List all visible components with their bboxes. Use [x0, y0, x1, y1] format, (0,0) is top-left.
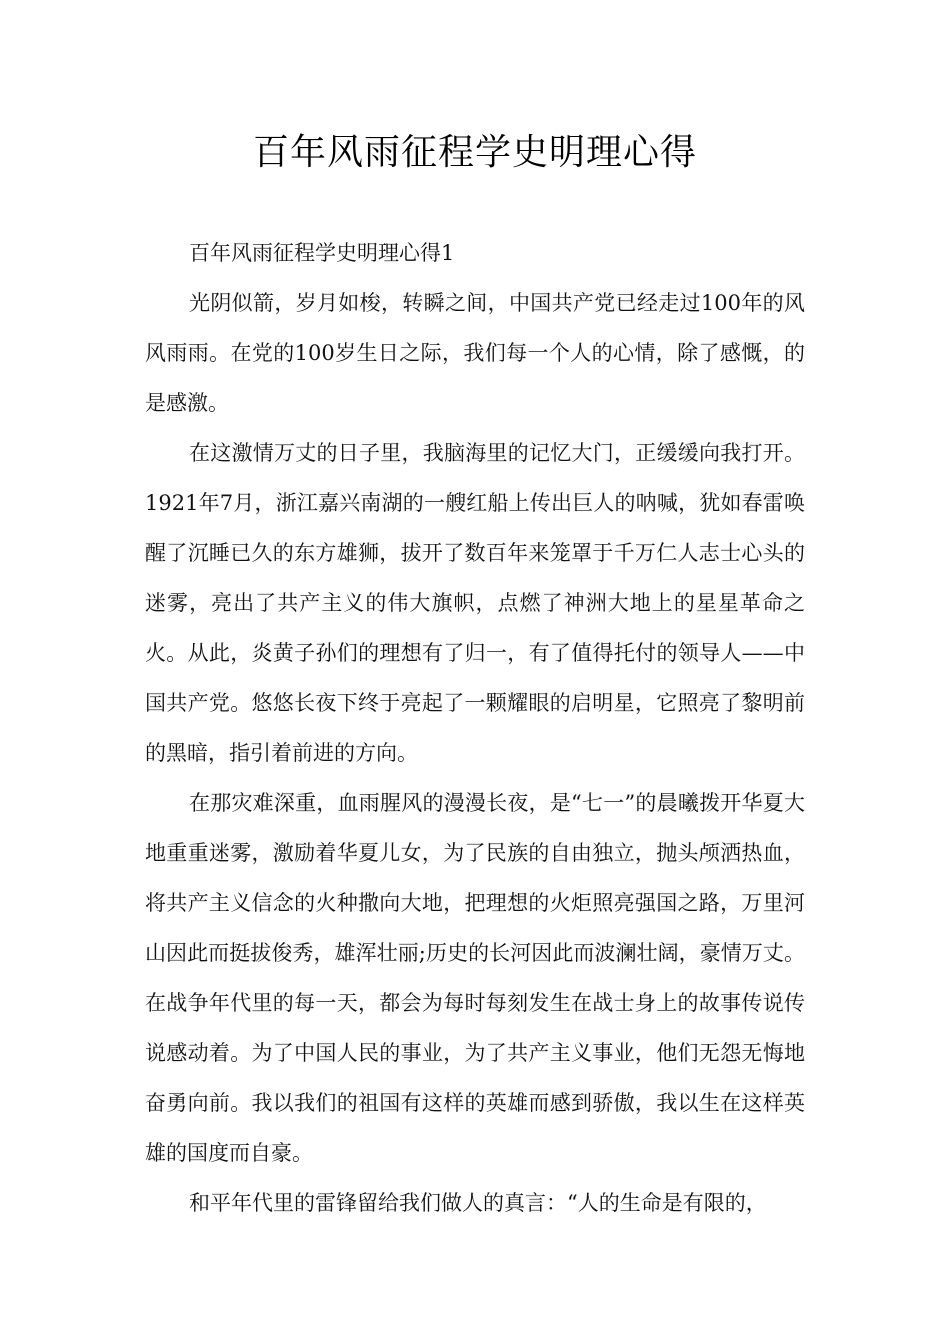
- body-paragraph: 和平年代里的雷锋留给我们做人的真言：“人的生命是有限的，: [189, 1191, 767, 1215]
- body-paragraph: 在这激情万丈的日子里，我脑海里的记忆大门，正缓缓向我打开。1921年7月，浙江嘉兴南湖的一艘红船上传出巨人的呐喊，犹如春雷唤醒了沉睡已久的东方雄狮，拔开了数百年来笼罩于千万仁人志士心头的迷雾，亮出了共产主义的伟大旗帜，点燃了神洲大地上的星星革命之火。从此，炎黄子孙们的理想有了归一，有了值得托付的领导人——中国共产党。悠悠长夜下终于亮起了一颗耀眼的启明星，它照亮了黎明前的黑暗，指引着前进的方向。: [145, 441, 805, 765]
- document-body: [145, 228, 805, 1228]
- document-title: 百年风雨征程学史明理心得: [252, 132, 697, 173]
- body-paragraph: 在那灾难深重，血雨腥风的漫漫长夜，是“七一”的晨曦拨开华夏大地重重迷雾，激励着华夏儿女，为了民族的自由独立，抛头颅洒热血，将共产主义信念的火种撒向大地，把理想的火炬照亮强国之路，万里河山因此而挺拔俊秀，雄浑壮丽;历史的长河因此而波澜壮阔，豪情万丈。在战争年代里的每一天，都会为每时每刻发生在战士身上的故事传说传说感动着。为了中国人民的事业，为了共产主义事业，他们无怨无悔地奋勇向前。我以我们的祖国有这样的英雄而感到骄傲，我以生在这样英雄的国度而自豪。: [145, 791, 805, 1165]
- subtitle-paragraph: 百年风雨征程学史明理心得1: [189, 241, 455, 265]
- body-paragraph: 光阴似箭，岁月如梭，转瞬之间，中国共产党已经走过100年的风风雨雨。在党的100岁生日之际，我们每一个人的心情，除了感慨，的是感激。: [145, 291, 805, 415]
